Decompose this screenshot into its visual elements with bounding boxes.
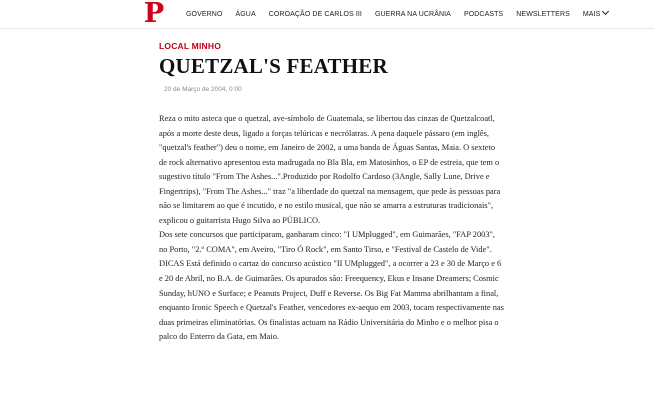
nav-item-agua[interactable]: ÁGUA (235, 10, 256, 18)
top-navigation-bar (0, 0, 654, 29)
article-body (159, 112, 504, 345)
nav-item-podcasts[interactable]: PODCASTS (463, 10, 504, 18)
main-nav (186, 0, 608, 28)
article-title: QUETZAL'S FEATHER (159, 54, 388, 78)
nav-item-mais[interactable] (583, 11, 609, 18)
section-label[interactable]: LOCAL MINHO (159, 41, 222, 51)
article-date: 20 de Março de 2004, 0:00 (164, 86, 242, 93)
nav-item-newsletters[interactable]: NEWSLETTERS (516, 10, 570, 18)
article-header (159, 41, 499, 93)
nav-item-governo[interactable]: GOVERNO (186, 10, 223, 18)
nav-item-coroacao[interactable]: COROAÇÃO DE CARLOS III (268, 10, 362, 18)
nav-item-mais-label: MAIS (582, 10, 601, 18)
article-paragraph: Dos sete concursos que participaram, ganharam cinco: "I UMplugged", em Guimarães, "FAP 2003", no Porto, "2.º COMA", em Aveiro, "Tiro Ó Rock", em Santo Tirso, e "Festival de Castelo de Vide". DICAS Está definido o cartaz do concurso acústico "II UMplugged", a ocorrer a 23 e 30 de Março e 6 e 20 de Abril, no B.A. de Guimarães. Os apurados são: Freequency, Ekus e Insane Dreamers; Cosmic Sunday, hUNO e Surface; e Peanuts Project, Duff e Reverse. Os Big Fat Mamma abrilhantam a final, enquanto Ironic Speech e Quetzal's Feather, vencedores ex-aequo em 2003, tocam respectivamente nas duas primeiras eliminatórias. Os finalistas actuam na Rádio Universitária do Minho e o melhor pisa o palco do Enterro da Gata, em Maio. (159, 230, 504, 342)
article-paragraph: Reza o mito asteca que o quetzal, ave-símbolo de Guatemala, se libertou das cinzas de Quetzalcoatl, após a morte deste deus, ligado a forças telúricas e necrólatras. A pena daquele pássaro (em inglês, "quetzal's feather") deu o nome, em Janeiro de 2002, a uma banda de Águas Santas, Maia. O sexteto de rock alternativo apresentou esta madrugada no Bla Bla, em Matosinhos, o EP de estreia, que tem o sugestivo título "From The Ashes...".Produzido por Rodolfo Cardoso (3Angle, Sally Lune, Drive e Fingertrips), "From The Ashes..." traz "a liberdade do quetzal na mensagem, que pede às pessoas para não se limitarem ao que é incutido, e no estilo musical, que não se amarra a estruturas tradicionais", explicou o guitarrista Hugo Silva ao PÚBLICO. (159, 114, 501, 225)
nav-item-guerra-ucrania[interactable]: GUERRA NA UCRÂNIA (374, 10, 451, 18)
chevron-down-icon (602, 7, 609, 14)
publico-logo[interactable]: P (143, 0, 165, 29)
